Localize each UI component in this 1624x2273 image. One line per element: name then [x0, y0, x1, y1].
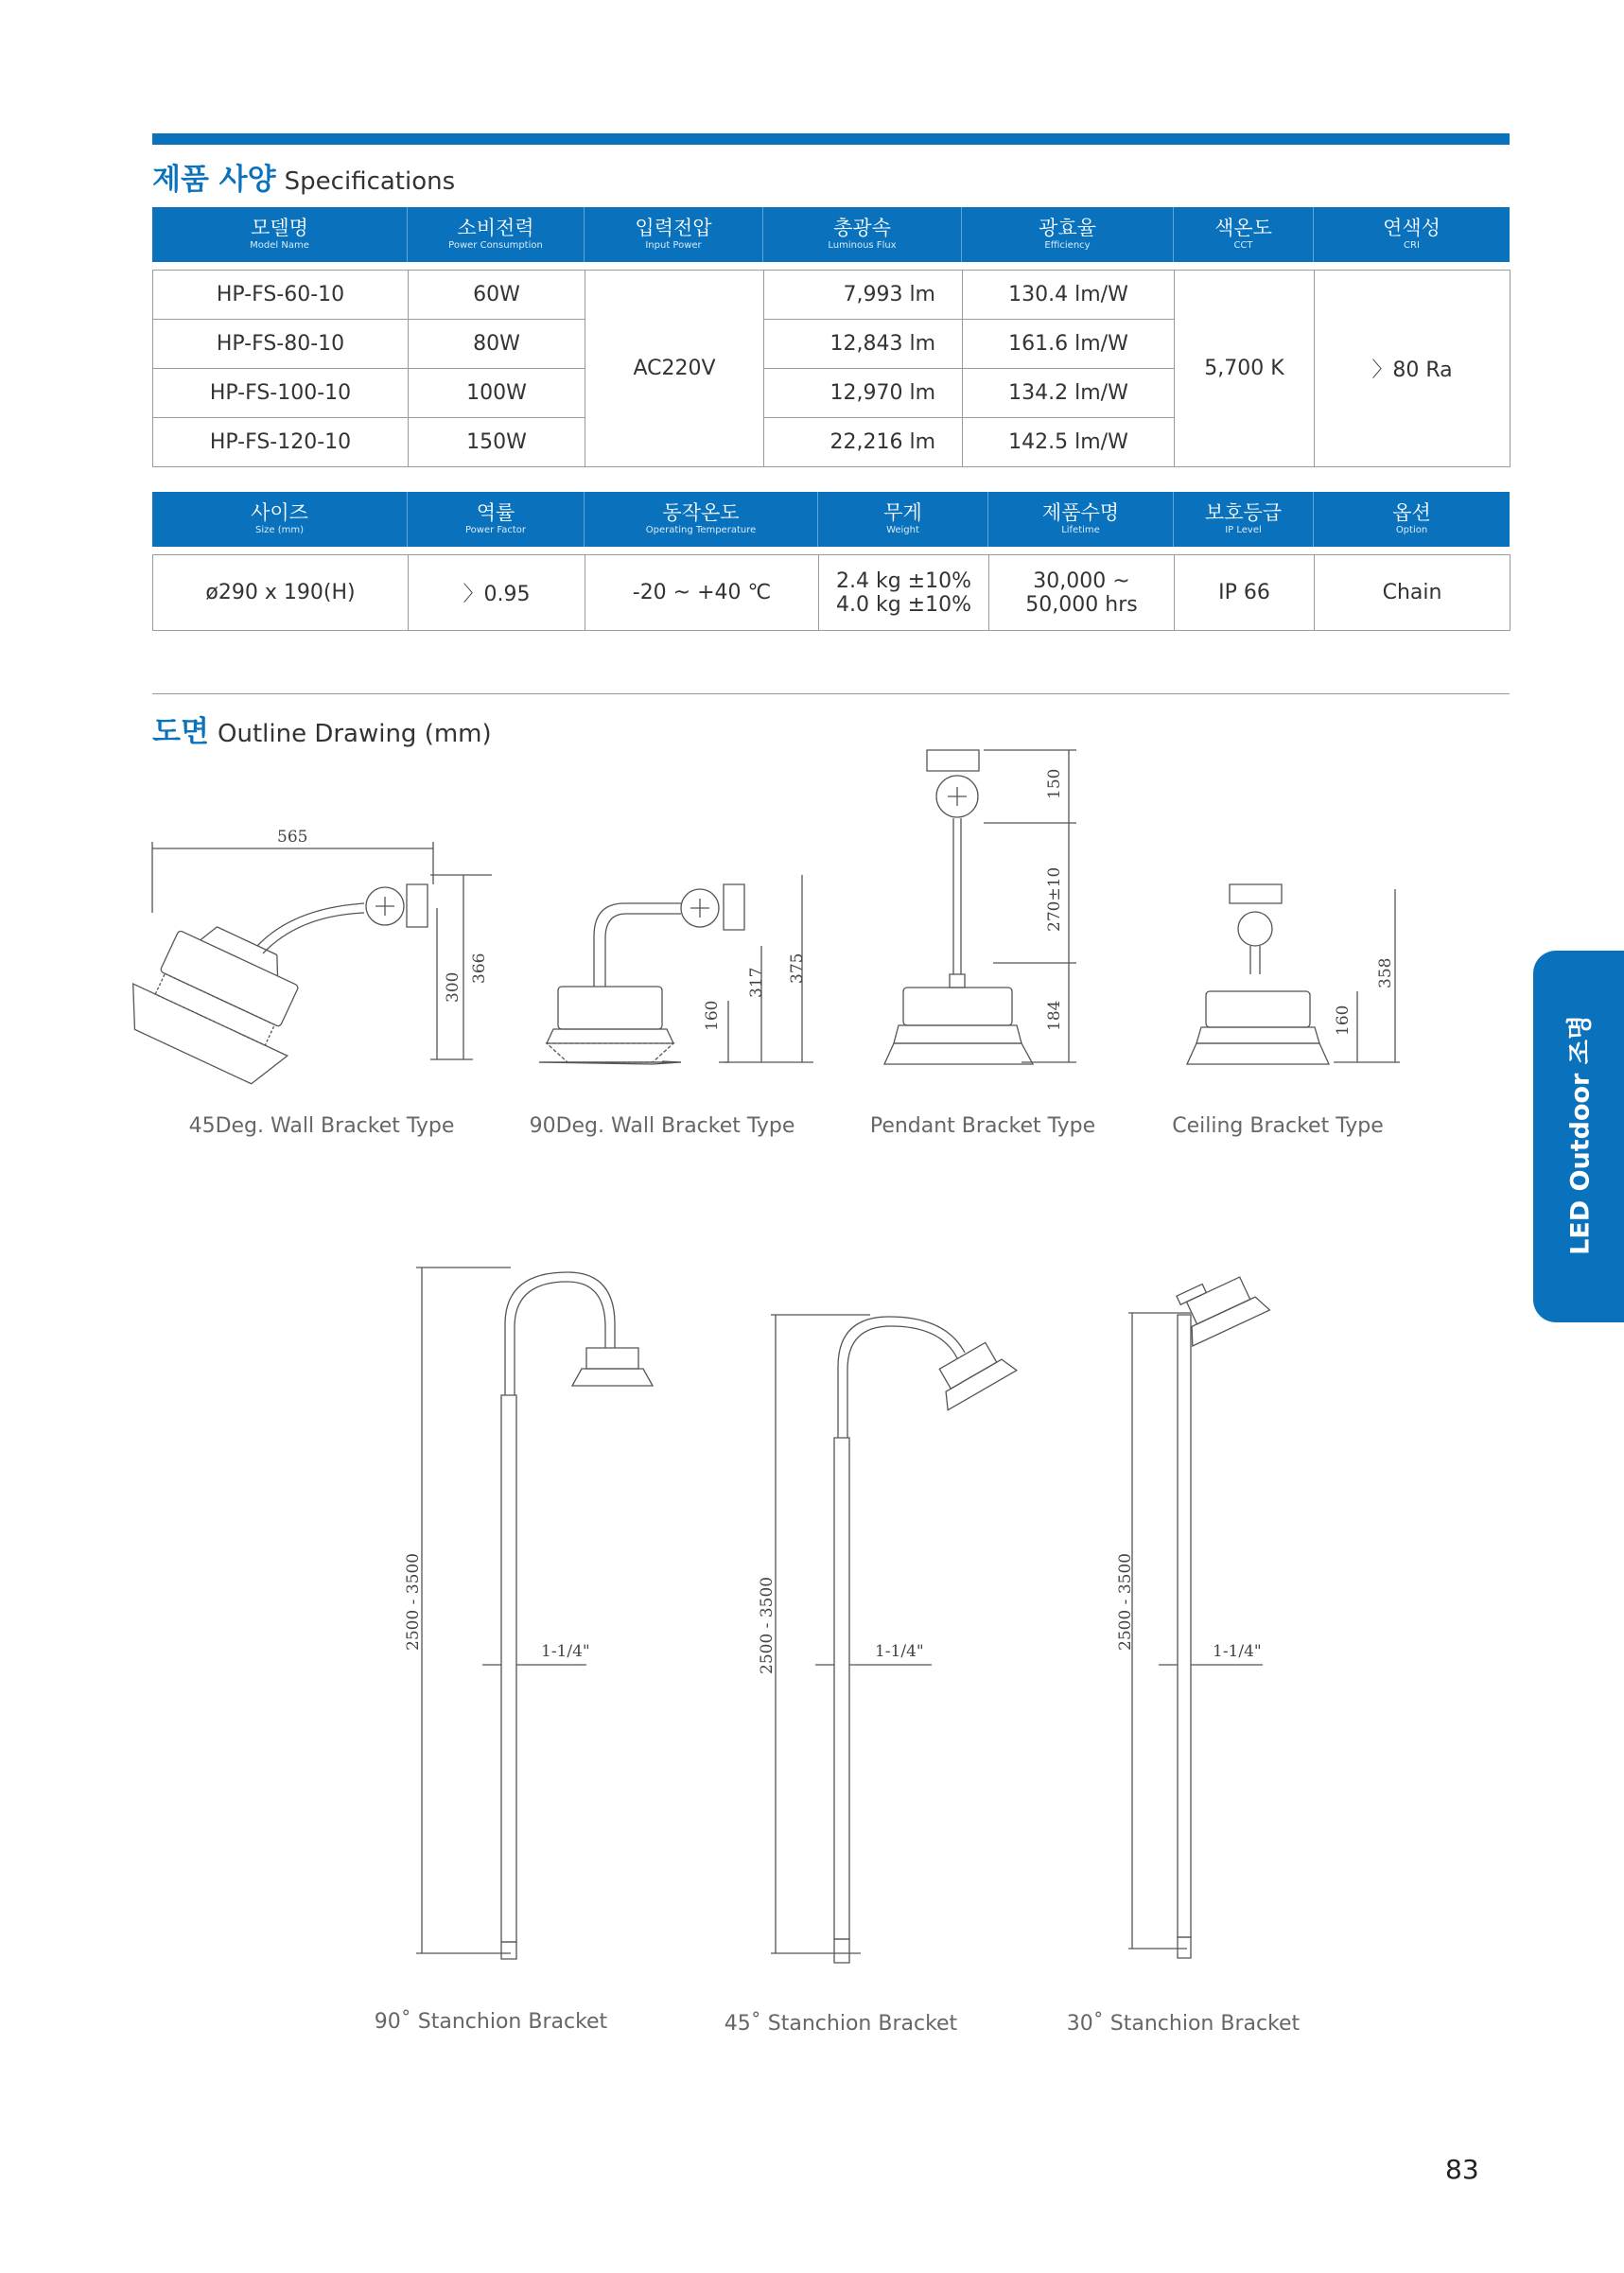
- dim-pipe-size: 1-1/4": [875, 1642, 924, 1661]
- cell-lifetime: 30,000 ~ 50,000 hrs: [989, 555, 1175, 631]
- cell-efficiency: 142.5 lm/W: [963, 418, 1175, 467]
- cell-model: HP-FS-100-10: [153, 369, 409, 418]
- drawing-pendant-bracket: [884, 750, 1076, 1064]
- header-flux: 총광속 Luminous Flux: [763, 207, 962, 262]
- cell-efficiency: 130.4 lm/W: [963, 271, 1175, 320]
- dim-height-160: 160: [703, 1000, 722, 1031]
- dim-width-565: 565: [277, 828, 308, 847]
- drawing-45deg-wall-bracket: [116, 828, 492, 1093]
- dim-height-2500-3500: 2500 - 3500: [758, 1576, 777, 1674]
- cell-power: 150W: [409, 418, 585, 467]
- cell-model: HP-FS-120-10: [153, 418, 409, 467]
- cell-power: 100W: [409, 369, 585, 418]
- cell-flux: 22,216 lm: [764, 418, 963, 467]
- category-side-tab-label: LED Outdoor 조명: [1565, 1015, 1596, 1255]
- dim-height-2500-3500: 2500 - 3500: [404, 1552, 423, 1651]
- cell-efficiency: 161.6 lm/W: [963, 320, 1175, 369]
- dim-height-366: 366: [470, 953, 489, 984]
- dim-pipe-size: 1-1/4": [541, 1642, 590, 1661]
- header-cri: 연색성 CRI: [1383, 217, 1441, 251]
- caption-ceiling: Ceiling Bracket Type: [1172, 1114, 1384, 1138]
- cell-flux: 12,843 lm: [764, 320, 963, 369]
- caption-90deg-wall: 90Deg. Wall Bracket Type: [529, 1114, 795, 1138]
- caption-pendant: Pendant Bracket Type: [869, 1114, 1096, 1138]
- caption-45-stanchion: 45˚ Stanchion Bracket: [724, 2012, 958, 2036]
- cell-model: HP-FS-80-10: [153, 320, 409, 369]
- drawing-90deg-wall-bracket: [539, 875, 813, 1064]
- cell-flux: 7,993 lm: [764, 271, 963, 320]
- header-weight: 무게 Weight: [818, 492, 988, 547]
- cell-power: 80W: [409, 320, 585, 369]
- drawing-30-stanchion: [1116, 1263, 1269, 1958]
- header-cct: 색온도 CCT: [1174, 207, 1314, 262]
- header-input: 입력전압 Input Power: [585, 207, 763, 262]
- caption-45deg-wall: 45Deg. Wall Bracket Type: [188, 1114, 455, 1138]
- dim-height-300: 300: [444, 971, 463, 1003]
- header-option: 옵션 Option: [1392, 501, 1431, 535]
- drawing-ceiling-bracket: [1187, 884, 1400, 1064]
- caption-30-stanchion: 30˚ Stanchion Bracket: [1066, 2012, 1301, 2036]
- header-temperature: 동작온도 Operating Temperature: [585, 492, 818, 547]
- drawing-heading-english: Outline Drawing (mm): [218, 720, 492, 748]
- header-size: 사이즈 Size (mm): [152, 492, 408, 547]
- drawing-90-stanchion: [404, 1268, 653, 1959]
- cell-option: Chain: [1315, 555, 1510, 631]
- page-number: 83: [1445, 2154, 1479, 2185]
- dim-height-2500-3500: 2500 - 3500: [1116, 1552, 1135, 1651]
- dim-height-184: 184: [1045, 1000, 1064, 1031]
- cell-size: ø290 x 190(H): [153, 555, 409, 631]
- header-lifetime: 제품수명 Lifetime: [988, 492, 1174, 547]
- header-ip-level: 보호등급 IP Level: [1174, 492, 1314, 547]
- spec-heading-english: Specifications: [284, 167, 456, 196]
- cell-cri: 〉80 Ra: [1315, 271, 1510, 467]
- cell-power-factor: 〉0.95: [409, 555, 585, 631]
- drawing-heading-korean: 도면: [152, 715, 209, 749]
- cell-model: HP-FS-60-10: [153, 271, 409, 320]
- drawing-45-stanchion: [758, 1315, 1017, 1963]
- cell-flux: 12,970 lm: [764, 369, 963, 418]
- cell-input-power: AC220V: [585, 271, 764, 467]
- header-model: 모델명 Model Name: [152, 207, 408, 262]
- header-power: 소비전력 Power Consumption: [408, 207, 585, 262]
- header-power-factor: 역률 Power Factor: [408, 492, 585, 547]
- cell-temperature: -20 ~ +40 ℃: [585, 555, 819, 631]
- header-efficiency: 광효율 Efficiency: [962, 207, 1174, 262]
- cell-ip-level: IP 66: [1175, 555, 1315, 631]
- dim-height-160: 160: [1334, 1005, 1353, 1036]
- spec-heading-korean: 제품 사양: [152, 163, 276, 197]
- caption-90-stanchion: 90˚ Stanchion Bracket: [374, 2010, 608, 2034]
- cell-cct: 5,700 K: [1175, 271, 1315, 467]
- cell-power: 60W: [409, 271, 585, 320]
- dim-pipe-size: 1-1/4": [1213, 1642, 1262, 1661]
- dim-height-150: 150: [1045, 768, 1064, 799]
- dim-height-358: 358: [1376, 957, 1395, 988]
- dim-height-375: 375: [788, 953, 807, 984]
- cell-weight: 2.4 kg ±10% 4.0 kg ±10%: [819, 555, 989, 631]
- dim-height-317: 317: [747, 967, 766, 998]
- dim-height-270: 270±10: [1045, 866, 1064, 932]
- cell-efficiency: 134.2 lm/W: [963, 369, 1175, 418]
